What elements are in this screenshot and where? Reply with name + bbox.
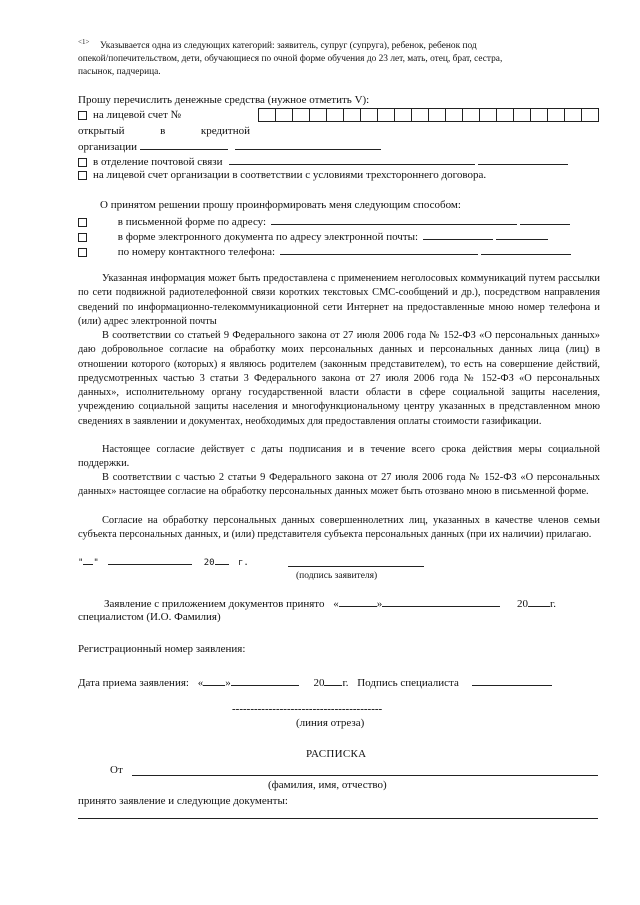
reception-year-field[interactable] <box>324 675 342 686</box>
email-field[interactable] <box>423 229 493 240</box>
footnote-mark: <1> <box>78 38 90 46</box>
specialist-sign-label: Подпись специалиста <box>357 677 459 689</box>
reception-label: Дата приема заявления: <box>78 677 189 689</box>
opened-in-credit <box>78 125 250 137</box>
month-field[interactable] <box>108 556 192 565</box>
paragraph-revocation: В соответствии с частью 2 статьи 9 Федерального закона от 27 июля 2006 года № 152-ФЗ «О персональных данных» настоящее согласие на обработку персональных данных может быть отозвано мною в письменной форме. <box>78 472 600 498</box>
reception-day-field[interactable] <box>203 675 225 686</box>
quote-close: » <box>225 677 231 689</box>
acceptance-line <box>104 596 556 610</box>
quote-close: » <box>376 598 383 610</box>
acceptance-specialist: специалистом (И.О. Фамилия) <box>78 611 221 623</box>
cut-line: ----------------------------------------- <box>232 703 383 715</box>
year-prefix: 20 <box>313 677 325 689</box>
reception-month-field[interactable] <box>231 675 299 686</box>
transfer-heading: Прошу перечислить денежные средства (нужное отметить V): <box>78 94 370 106</box>
receipt-name-field[interactable] <box>132 775 598 776</box>
cut-caption: (линия отреза) <box>296 717 365 729</box>
quote-open: " <box>78 558 84 568</box>
checkbox-icon[interactable] <box>78 158 87 167</box>
year-suffix: г. <box>549 598 556 610</box>
specialist-signature-field[interactable] <box>472 675 552 686</box>
acceptance-month-field[interactable] <box>382 596 500 607</box>
written-address-field-2[interactable] <box>520 214 570 225</box>
org-name-field[interactable] <box>140 139 228 150</box>
paragraph-attached-consent: Согласие на обработку персональных данных совершеннолетних лиц, указанных в качестве членов семьи субъекта персональных данных, и (или) представителя субъекта персональных данных (при их наличии) прилагаю. <box>78 515 600 541</box>
phone-field[interactable] <box>280 244 478 255</box>
credit-word: кредитной <box>200 125 250 137</box>
receipt-documents-field[interactable] <box>78 818 598 819</box>
transfer-option-org: на лицевой счет организации в соответствии с условиями трехстороннего договора. <box>93 169 487 181</box>
signature-date <box>78 556 249 568</box>
year-prefix: 20 <box>516 598 528 610</box>
acceptance-year-field[interactable] <box>528 596 550 607</box>
post-office-field-2[interactable] <box>478 154 568 165</box>
notify-option-phone: по номеру контактного телефона: <box>117 246 276 258</box>
registration-label: Регистрационный номер заявления: <box>78 643 246 655</box>
footnote-line-3: пасынок, падчерица. <box>78 67 161 77</box>
phone-field-2[interactable] <box>481 244 571 255</box>
acceptance-text: Заявление с приложением документов принято <box>104 598 325 610</box>
option-label: на лицевой счет № <box>93 109 182 121</box>
org-name-field-2[interactable] <box>235 139 381 150</box>
transfer-option-account[interactable] <box>78 109 181 121</box>
notify-option-email: в форме электронного документа по адресу электронной почты: <box>117 231 419 243</box>
quote-open: « <box>197 677 204 689</box>
checkbox-icon[interactable] <box>78 248 87 257</box>
quote-open: « <box>333 598 339 610</box>
post-office-field[interactable] <box>229 154 475 165</box>
acceptance-day-field[interactable] <box>339 596 377 607</box>
paragraph-sms-info: Указанная информация может быть предоставлена с применением неголосовых коммуникаций путем рассылки по сети подвижной радиотелефонной связи коротких текстовых СМС-сообщений и др.), посредством направления сведений по информационно-телекоммуникационной сети Интернет на предоставленные мною номер телефона и (или) адрес электронной почты <box>78 273 600 327</box>
receipt-title: РАСПИСКА <box>306 748 367 760</box>
written-address-field[interactable] <box>271 214 517 225</box>
footnote-line-1: Указывается одна из следующих категорий: заявитель, супруг (супруга), ребенок, ребенок под <box>100 41 477 51</box>
checkbox-icon[interactable] <box>78 111 87 120</box>
account-number-cells[interactable] <box>258 108 599 127</box>
paragraph-validity: Настоящее согласие действует с даты подписания и в течение всего срока действия меры социальной поддержки. <box>78 444 600 470</box>
org-label: организации <box>78 141 138 153</box>
notify-option-written: в письменной форме по адресу: <box>117 216 267 228</box>
receipt-from-label: От <box>110 764 123 776</box>
year-field[interactable] <box>215 556 229 565</box>
in-word: в <box>160 125 166 137</box>
opened-word: открытый <box>78 125 125 137</box>
checkbox-icon[interactable] <box>78 233 87 242</box>
paragraph-consent: В соответствии со статьей 9 Федерального закона от 27 июля 2006 года № 152-ФЗ «О персональных данных» даю добровольное согласие на обработку моих персональных данных и персональных данных лица (лиц) в отношении которого (которых) я являюсь родителем (законным представителем), то есть на совершение действий, предусмотренных частью 3 статьи 3 Федерального закона от 27 июля 2006 года № 152-ФЗ «О персональных данных», исполнительному органу государственной власти области в сфере социальной защиты населения, учреждению социальной защиты населения и многофункциональному центру указанных в представленном мною сведениях в заявлении и документах, необходимых для предоставления оплаты стоимости газификации. <box>78 330 600 427</box>
applicant-signature-line[interactable] <box>288 566 424 567</box>
year-prefix: 20 <box>203 558 215 568</box>
checkbox-icon[interactable] <box>78 171 87 180</box>
signature-caption: (подпись заявителя) <box>296 571 378 581</box>
transfer-option-post: в отделение почтовой связи <box>93 156 223 168</box>
email-field-2[interactable] <box>496 229 548 240</box>
notify-heading: О принятом решении прошу проинформировать меня следующим способом: <box>100 199 461 211</box>
checkbox-icon[interactable] <box>78 218 87 227</box>
footnote-line-2: опекой/попечительством, дети, обучающиеся по очной форме обучения до 23 лет, мать, отец, брат, сестра, <box>78 54 503 64</box>
year-suffix: г. <box>342 677 349 689</box>
receipt-accepted-label: принято заявление и следующие документы: <box>78 795 288 807</box>
year-suffix: г. <box>237 558 249 568</box>
quote-close: " <box>93 558 99 568</box>
reception-line <box>78 675 552 689</box>
day-field[interactable] <box>83 556 93 565</box>
receipt-name-caption: (фамилия, имя, отчество) <box>268 779 387 791</box>
